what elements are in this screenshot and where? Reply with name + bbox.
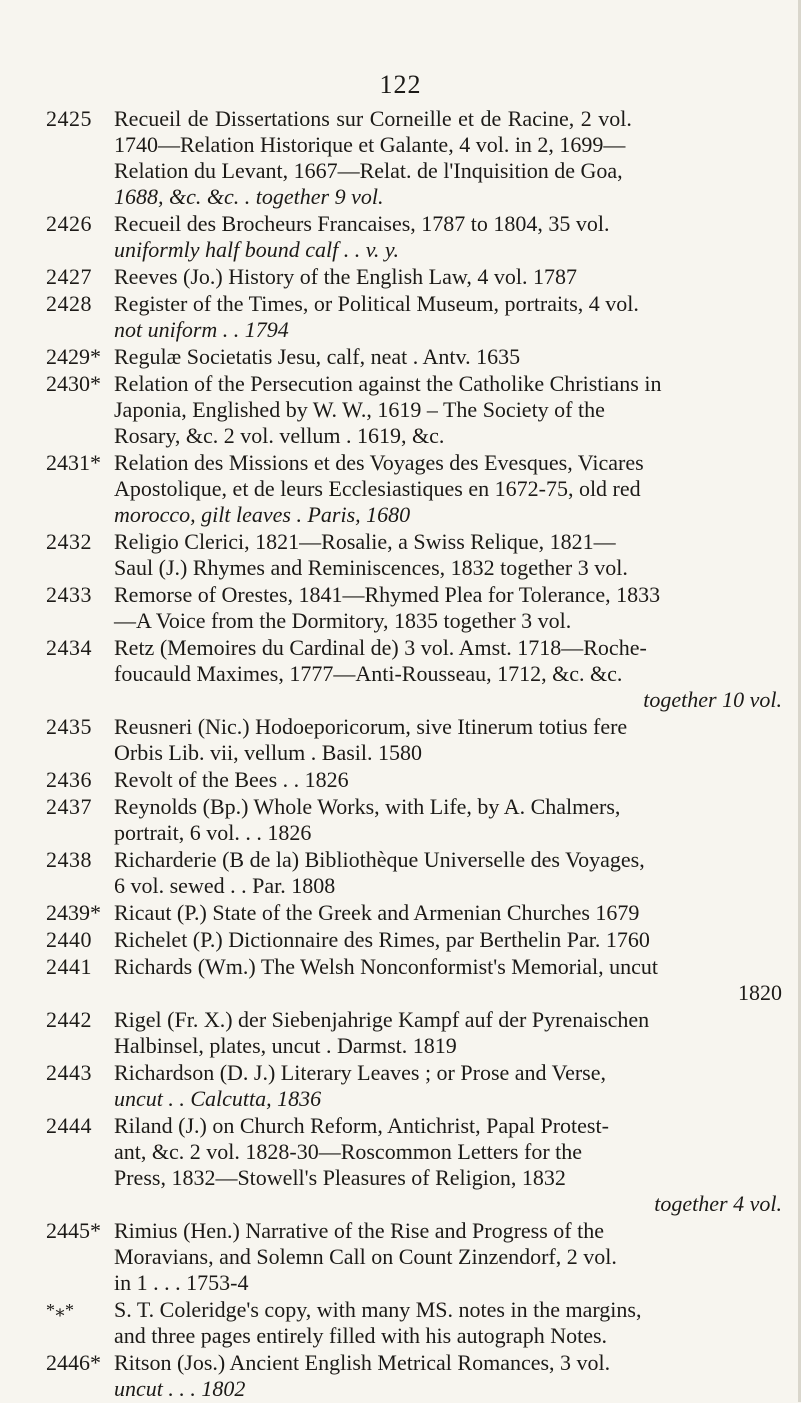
entry-line: portrait, 6 vol. . . 1826 — [114, 820, 312, 845]
entry-line: Rosary, &c. 2 vol. vellum . 1619, &c. — [114, 423, 445, 448]
catalogue-entry-2439 — [46, 900, 782, 926]
catalogue-entry-2430 — [46, 371, 782, 449]
catalogue-entry-2425 — [46, 106, 782, 210]
catalogue-entry-2442 — [46, 1007, 782, 1059]
catalogue-entry-2427 — [46, 264, 782, 290]
catalogue-entry-2426 — [46, 211, 782, 263]
entry-line: morocco, gilt leaves . Paris, 1680 — [114, 502, 411, 527]
entry-line: Riland (J.) on Church Reform, Antichrist, Papal Protest- — [114, 1113, 609, 1138]
entry-number: 2433 — [46, 582, 92, 607]
entry-line: Relation des Missions et des Voyages des Evesques, Vicares — [114, 450, 644, 475]
entry-number: 2435 — [46, 714, 92, 739]
catalogue-entry-2443 — [46, 1060, 782, 1112]
entry-number: 2438 — [46, 847, 92, 872]
entry-number: 2430* — [46, 371, 101, 396]
entry-line: Press, 1832—Stowell's Pleasures of Religion, 1832 — [114, 1165, 566, 1190]
entry-line: Richelet (P.) Dictionnaire des Rimes, par Berthelin Par. 1760 — [114, 927, 650, 952]
catalogue-entry-2441 — [46, 954, 782, 1006]
entry-line: Richards (Wm.) The Welsh Nonconformist's Memorial, uncut — [114, 954, 658, 979]
catalogue-entry-2437 — [46, 794, 782, 846]
entry-line: Reusneri (Nic.) Hodoeporicorum, sive Itinerum totius fere — [114, 714, 628, 739]
entry-line: foucauld Maximes, 1777—Anti-Rousseau, 1712, &c. &c. — [114, 661, 623, 686]
entry-number: 2432 — [46, 529, 92, 554]
entry-line: Saul (J.) Rhymes and Reminiscences, 1832 together 3 vol. — [114, 555, 628, 580]
entry-line: Halbinsel, plates, uncut . Darmst. 1819 — [114, 1033, 457, 1058]
note-line: and three pages entirely filled with his autograph Notes. — [114, 1323, 608, 1348]
entry-number: 2431* — [46, 450, 101, 475]
entry-number: 2425 — [46, 106, 92, 131]
entry-line: uncut . . . 1802 — [114, 1376, 246, 1401]
entry-number: 2439* — [46, 900, 101, 925]
entry-line: Ritson (Jos.) Ancient English Metrical Romances, 3 vol. — [114, 1350, 611, 1375]
entry-line-text: 1740—Relation Historique et Galante, 4 vol. in 2, 1699— — [114, 132, 626, 157]
entry-line: Apostolique, et de leurs Ecclesiastiques en 1672-75, old red — [114, 476, 641, 501]
entry-line — [114, 184, 782, 210]
entry-line: —A Voice from the Dormitory, 1835 together 3 vol. — [114, 608, 572, 633]
page-number: 122 — [379, 70, 422, 99]
entry-number: 2427 — [46, 264, 92, 289]
entry-line: ant, &c. 2 vol. 1828-30—Roscommon Letters for the — [114, 1139, 583, 1164]
entry-line: Recueil des Brocheurs Francaises, 1787 to 1804, 35 vol. — [114, 211, 610, 236]
catalogue-entry-2446 — [46, 1350, 782, 1402]
entry-line: Rigel (Fr. X.) der Siebenjahrige Kampf auf der Pyrenaischen — [114, 1007, 650, 1032]
entry-number: 2440 — [46, 927, 92, 952]
catalogue-entry-2434 — [46, 635, 782, 713]
entry-line-text: Relation du Levant, 1667—Relat. de l'Inquisition de Goa, — [114, 158, 623, 183]
entry-line — [114, 158, 782, 184]
entry-line: Recueil de Dissertations sur Corneille et de Racine, 2 vol. — [114, 106, 632, 131]
catalogue-list — [46, 106, 782, 1403]
entry-line: in 1 . . . 1753-4 — [114, 1270, 249, 1295]
entry-line: Orbis Lib. vii, vellum . Basil. 1580 — [114, 740, 422, 765]
catalogue-entry-2433 — [46, 582, 782, 634]
entry-line: Ricaut (P.) State of the Greek and Armenian Churches 1679 — [114, 900, 640, 925]
entry-number: 2443 — [46, 1060, 92, 1085]
entry-line: together 10 vol. — [643, 687, 782, 712]
entry-number: 2426 — [46, 211, 92, 236]
entry-line: Remorse of Orestes, 1841—Rhymed Plea for Tolerance, 1833 — [114, 582, 661, 607]
entry-number: 2429* — [46, 344, 101, 369]
note-asterism: *⁎* — [46, 1300, 75, 1320]
catalogue-entry-2429 — [46, 344, 782, 370]
entry-line-text: 1688, &c. &c. . together 9 vol. — [114, 184, 384, 209]
entry-line: Retz (Memoires du Cardinal de) 3 vol. Amst. 1718—Roche- — [114, 635, 647, 660]
entry-line: Revolt of the Bees . . 1826 — [114, 767, 349, 792]
entry-number: 2442 — [46, 1007, 92, 1032]
note-line: S. T. Coleridge's copy, with many MS. notes in the margins, — [114, 1297, 642, 1322]
entry-number: 2428 — [46, 291, 92, 316]
catalogue-entry-2432 — [46, 529, 782, 581]
entry-number: 2445* — [46, 1218, 101, 1243]
entry-number: 2441 — [46, 954, 92, 979]
entry-number: 2446* — [46, 1350, 101, 1375]
entry-line: Japonia, Englished by W. W., 1619 – The Society of the — [114, 397, 605, 422]
catalogue-entry-2445 — [46, 1218, 782, 1296]
entry-line: Richardson (D. J.) Literary Leaves ; or Prose and Verse, — [114, 1060, 607, 1085]
entry-line: Reynolds (Bp.) Whole Works, with Life, by A. Chalmers, — [114, 794, 621, 819]
entry-line: Richarderie (B de la) Bibliothèque Universelle des Voyages, — [114, 847, 645, 872]
entry-line: Religio Clerici, 1821—Rosalie, a Swiss Relique, 1821— — [114, 529, 616, 554]
entry-line: Rimius (Hen.) Narrative of the Rise and Progress of the — [114, 1218, 604, 1243]
entry-line: together 4 vol. — [654, 1191, 782, 1216]
catalogue-note-coleridge — [46, 1297, 782, 1349]
entry-line: uniformly half bound calf . . v. y. — [114, 237, 399, 262]
catalogue-entry-2428 — [46, 291, 782, 343]
entry-line: Register of the Times, or Political Museum, portraits, 4 vol. — [114, 291, 639, 316]
entry-line: uncut . . Calcutta, 1836 — [114, 1086, 322, 1111]
entry-number: 2437 — [46, 794, 92, 819]
entry-line: Moravians, and Solemn Call on Count Zinzendorf, 2 vol. — [114, 1244, 617, 1269]
entry-number: 2436 — [46, 767, 92, 792]
entry-line: Regulæ Societatis Jesu, calf, neat . Antv. 1635 — [114, 344, 521, 369]
catalogue-entry-2444 — [46, 1113, 782, 1217]
entry-number: 2434 — [46, 635, 92, 660]
entry-number: 2444 — [46, 1113, 92, 1138]
catalogue-entry-2440 — [46, 927, 782, 953]
entry-line: 1820 — [738, 980, 782, 1005]
entry-line: Relation of the Persecution against the Catholike Christians in — [114, 371, 662, 396]
catalogue-entry-2436 — [46, 767, 782, 793]
catalogue-entry-2431 — [46, 450, 782, 528]
entry-line — [114, 132, 782, 158]
entry-line: Reeves (Jo.) History of the English Law, 4 vol. 1787 — [114, 264, 577, 289]
catalogue-entry-2438 — [46, 847, 782, 899]
entry-line: not uniform . . 1794 — [114, 317, 289, 342]
catalogue-entry-2435 — [46, 714, 782, 766]
entry-line: 6 vol. sewed . . Par. 1808 — [114, 873, 336, 898]
